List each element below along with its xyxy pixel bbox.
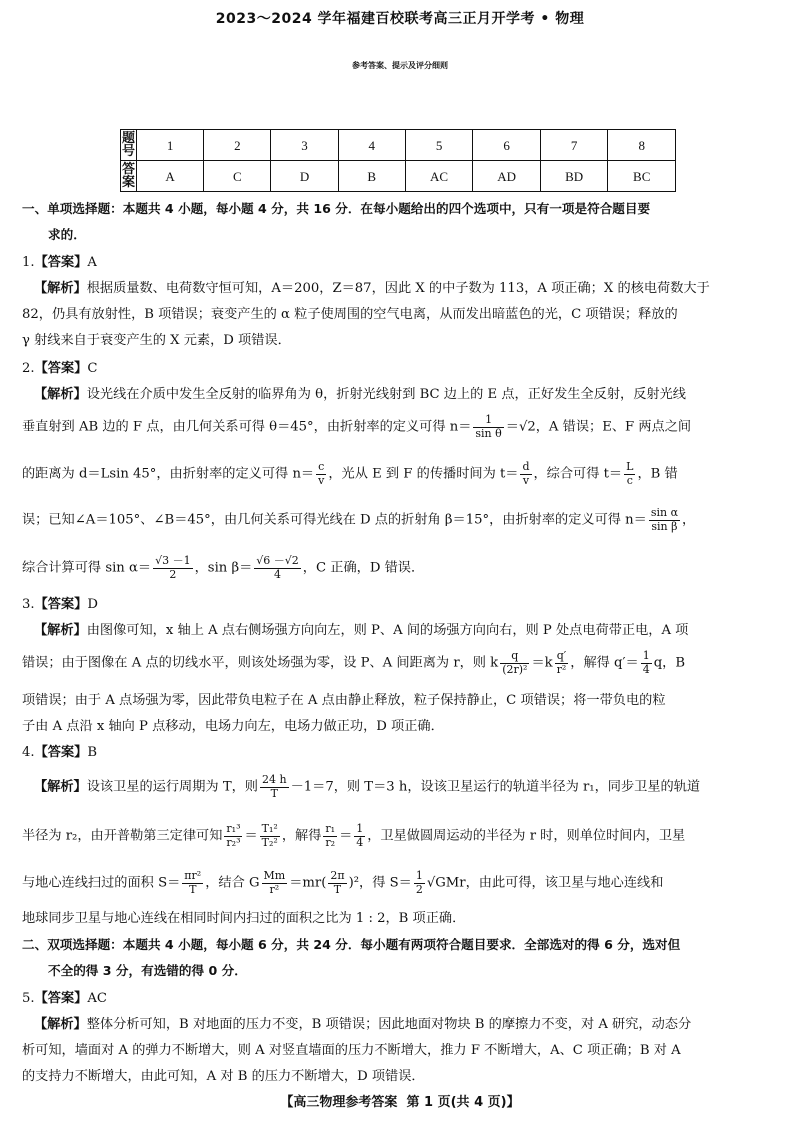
q3-explanation-line xyxy=(34,624,688,637)
fraction xyxy=(641,650,652,676)
text: )²，得 S＝ xyxy=(348,875,412,891)
denominator: T xyxy=(189,882,197,896)
text: 根据质量数、电荷数守恒可知，A＝200，Z＝87，因此 X 的中子数为 113，A 项正确；X 的核电荷数大于 xyxy=(86,281,710,296)
fraction xyxy=(473,414,503,440)
denominator: r₂ xyxy=(325,835,336,849)
numerator: 24 h xyxy=(262,773,287,786)
q2-explanation-tag: 【解析】 xyxy=(34,387,87,402)
text: ， xyxy=(682,512,696,528)
text: ，C 正确，D 错误． xyxy=(302,560,425,576)
numerator: 1 xyxy=(415,869,423,882)
footer-page-number: 第 1 页(共 4 页)】 xyxy=(406,1095,520,1110)
table-cell: C xyxy=(204,161,271,192)
q4-explanation-tag: 【解析】 xyxy=(34,779,87,795)
text: 设该卫星的运行周期为 T，则 xyxy=(86,779,258,795)
q4-explanation-line xyxy=(34,774,700,800)
table-cell: 8 xyxy=(608,130,676,161)
text: 误；已知∠A＝105°、∠B＝45°，由几何关系可得光线在 D 点的折射角 β＝15°，由折射率的定义可得 n＝ xyxy=(22,512,647,528)
table-cell: BC xyxy=(608,161,676,192)
table-cell: 3 xyxy=(271,130,338,161)
numerator: πr² xyxy=(184,869,202,882)
text: 错误；由于图像在 A 点的切线水平，则该处场强为零，设 P、A 间距离为 r，则 k xyxy=(22,655,499,671)
q4-answer-line xyxy=(22,746,97,759)
fraction xyxy=(260,823,280,849)
q4-answer-tag: 【答案】 xyxy=(34,745,88,760)
text: 综合计算可得 sin α＝ xyxy=(22,560,152,576)
denominator: 4 xyxy=(356,835,364,849)
q2-answer-tag: 【答案】 xyxy=(34,361,88,376)
text: ＝k xyxy=(531,655,553,671)
text: ，B 错 xyxy=(637,466,678,482)
q2-explanation-line xyxy=(22,507,695,533)
section2-heading: 二、双项选择题：本题共 4 小题，每小题 6 分，共 24 分．每小题有两项符合题目要求．全部选对的得 6 分，选对但 xyxy=(22,937,681,952)
q4-number: 4. xyxy=(22,745,35,760)
question-number-row xyxy=(121,130,676,161)
q5-explanation-line: 的支持力不断增大，由此可知，A 对 B 的压力不断增大，D 项错误． xyxy=(22,1069,425,1084)
numerator: r₁ xyxy=(325,822,336,835)
q4-explanation-line xyxy=(22,823,685,849)
text: ＝ xyxy=(339,828,353,844)
text: 整体分析可知，B 对地面的压力不变，B 项错误；因此地面对物块 B 的摩擦力不变，对 A 研究，动态分 xyxy=(86,1017,692,1032)
text: 半径为 r₂，由开普勒第三定律可知 xyxy=(22,828,223,844)
numerator: 1 xyxy=(473,414,503,428)
text: ，解得 xyxy=(281,828,322,844)
q1-answer-line xyxy=(22,256,97,269)
document-title: 2023～2024 学年福建百校联考高三正月开学考 • 物理 xyxy=(215,11,585,27)
text: ，卫星做圆周运动的半径为 r 时，则单位时间内，卫星 xyxy=(367,828,686,844)
denominator: r² xyxy=(269,882,280,896)
q4-explanation-line: 地球同步卫星与地心连线在相同时间内扫过的面积之比为 1 : 2，B 项正确． xyxy=(22,911,466,926)
fraction xyxy=(262,870,288,896)
q5-answer: AC xyxy=(87,991,107,1006)
fraction xyxy=(182,870,203,896)
q3-explanation-line: 项错误；由于 A 点场强为零，因此带负电粒子在 A 点由静止释放，粒子保持静止，C 项错误；将一带负电的粒 xyxy=(22,693,666,708)
fraction xyxy=(323,823,337,849)
row-label-answer: 答案 xyxy=(122,162,136,190)
answer-row xyxy=(121,161,676,192)
q1-explanation-tag: 【解析】 xyxy=(34,281,87,296)
denominator: r² xyxy=(556,662,567,676)
numerator: q xyxy=(500,650,529,664)
table-cell: AC xyxy=(405,161,473,192)
text: ＝√2，A 错误；E、F 两点之间 xyxy=(505,419,692,435)
q1-explanation-line: 82，仍具有放射性，B 项错误；衰变产生的 α 粒子使周围的空气电离，从而发出暗蓝色的光，C 项错误；释放的 xyxy=(22,307,678,322)
numerator: L xyxy=(626,460,634,473)
numerator: √6 －√2 xyxy=(256,554,299,567)
text: ，解得 q′＝ xyxy=(570,655,639,671)
table-cell: AD xyxy=(473,161,541,192)
section1-heading: 一、单项选择题：本题共 4 小题，每小题 4 分，共 16 分．在每小题给出的四个选项中，只有一项是符合题目要 xyxy=(22,201,651,216)
text: ，sin β＝ xyxy=(194,560,253,576)
numerator: 2π xyxy=(330,869,345,882)
q4-explanation-line xyxy=(22,870,663,896)
table-cell: A xyxy=(137,161,204,192)
q2-answer: C xyxy=(87,361,98,376)
q5-explanation-line: 析可知，墙面对 A 的弹力不断增大，则 A 对竖直墙面的压力不断增大，推力 F 不断增大，A、C 项正确；B 对 A xyxy=(22,1043,681,1058)
denominator: 4 xyxy=(642,662,650,676)
q1-explanation-line: γ 射线来自于衰变产生的 X 元素，D 项错误． xyxy=(22,333,291,348)
denominator: r₂³ xyxy=(226,835,241,849)
table-cell: D xyxy=(271,161,338,192)
q5-number: 5. xyxy=(22,991,35,1006)
fraction xyxy=(520,461,531,487)
text: 的距离为 d＝Lsin 45°，由折射率的定义可得 n＝ xyxy=(22,466,315,482)
text: 设光线在介质中发生全反射的临界角为 θ，折射光线射到 BC 边上的 E 点，正好发生全反射，反射光线 xyxy=(86,387,686,402)
fraction xyxy=(328,870,346,896)
text: 垂直射到 AB 边的 F 点，由几何关系可得 θ＝45°，由折射率的定义可得 n＝ xyxy=(22,419,472,435)
q5-explanation-line xyxy=(34,1018,691,1031)
text: 与地心连线扫过的面积 S＝ xyxy=(22,875,181,891)
q2-explanation-line xyxy=(22,555,424,581)
numerator: Mm xyxy=(263,869,286,882)
section2-heading-cont: 不全的得 3 分，有选错的得 0 分． xyxy=(48,963,247,978)
q3-explanation-line xyxy=(22,650,685,676)
numerator: T₁² xyxy=(261,822,278,835)
text: ，综合可得 t＝ xyxy=(533,466,623,482)
text: ＝mr( xyxy=(289,875,327,891)
page-footer xyxy=(0,1096,800,1109)
q4-answer: B xyxy=(87,745,98,760)
table-cell: 1 xyxy=(137,130,204,161)
q3-answer-line xyxy=(22,598,98,611)
fraction xyxy=(260,774,289,800)
text: ，结合 G xyxy=(205,875,260,891)
fraction xyxy=(224,823,242,849)
text: ，光从 E 到 F 的传播时间为 t＝ xyxy=(328,466,519,482)
q3-explanation-line: 子由 A 点沿 x 轴向 P 点移动，电场力向左，电场力做正功，D 项正确． xyxy=(22,719,444,734)
q5-answer-line xyxy=(22,992,107,1005)
numerator: d xyxy=(522,460,530,473)
text: q，B xyxy=(653,655,686,671)
denominator: 2 xyxy=(169,567,177,581)
text: √GMr，由此可得，该卫星与地心连线和 xyxy=(426,875,664,891)
denominator: c xyxy=(626,473,633,487)
text: －1＝7，则 T＝3 h，设该卫星运行的轨道半径为 r₁，同步卫星的轨道 xyxy=(290,779,701,795)
document-subtitle: 参考答案、提示及评分细则 xyxy=(352,61,448,70)
text: 由图像可知，x 轴上 A 点右侧场强方向向左，则 P、A 间的场强方向向右，则 P 处点电荷带正电，A 项 xyxy=(86,623,689,638)
denominator: (2r)² xyxy=(502,662,528,676)
q3-explanation-tag: 【解析】 xyxy=(34,623,87,638)
numerator: 1 xyxy=(356,822,364,835)
q3-answer-tag: 【答案】 xyxy=(34,597,88,612)
table-cell: 7 xyxy=(540,130,608,161)
denominator: T xyxy=(333,882,342,896)
numerator: q′ xyxy=(555,650,569,664)
q2-answer-line xyxy=(22,362,97,375)
denominator: 4 xyxy=(274,567,282,581)
q3-number: 3. xyxy=(22,597,35,612)
fraction xyxy=(500,650,529,676)
q5-explanation-tag: 【解析】 xyxy=(34,1017,87,1032)
numerator: c xyxy=(316,461,326,475)
table-cell: B xyxy=(338,161,405,192)
fraction xyxy=(624,461,635,487)
numerator: √3 －1 xyxy=(155,554,191,567)
table-cell: 5 xyxy=(405,130,473,161)
q2-explanation-line xyxy=(22,414,691,440)
table-cell: 2 xyxy=(204,130,271,161)
numerator: 1 xyxy=(642,649,650,662)
denominator: v xyxy=(318,473,325,487)
q1-answer: A xyxy=(87,255,97,270)
q2-explanation-line xyxy=(22,461,678,487)
fraction xyxy=(354,823,365,849)
q3-answer: D xyxy=(87,597,98,612)
fraction xyxy=(316,461,326,487)
section1-heading-cont: 求的． xyxy=(48,227,86,242)
text: ＝ xyxy=(244,828,258,844)
numerator: r₁³ xyxy=(226,822,241,835)
fraction xyxy=(254,555,301,581)
q1-explanation-line xyxy=(34,282,710,295)
footer-label: 【高三物理参考答案 xyxy=(280,1095,398,1110)
q2-number: 2. xyxy=(22,361,35,376)
table-cell: 4 xyxy=(338,130,405,161)
fraction xyxy=(414,870,425,896)
denominator: T xyxy=(270,786,278,800)
q1-number: 1. xyxy=(22,255,35,270)
table-cell: 6 xyxy=(473,130,541,161)
denominator: sin β xyxy=(651,519,678,533)
answer-table xyxy=(120,129,676,192)
numerator: sin α xyxy=(650,506,679,519)
denominator: sin θ xyxy=(475,426,502,440)
q5-answer-tag: 【答案】 xyxy=(34,991,88,1006)
fraction xyxy=(153,555,193,581)
denominator: 2 xyxy=(415,882,423,896)
fraction xyxy=(649,507,680,533)
denominator: T₂² xyxy=(261,835,278,849)
table-cell: BD xyxy=(540,161,608,192)
q1-answer-tag: 【答案】 xyxy=(34,255,88,270)
denominator: v xyxy=(522,473,530,487)
fraction xyxy=(555,650,569,676)
q2-explanation-line xyxy=(34,388,686,401)
row-label-number: 题号 xyxy=(122,131,136,159)
